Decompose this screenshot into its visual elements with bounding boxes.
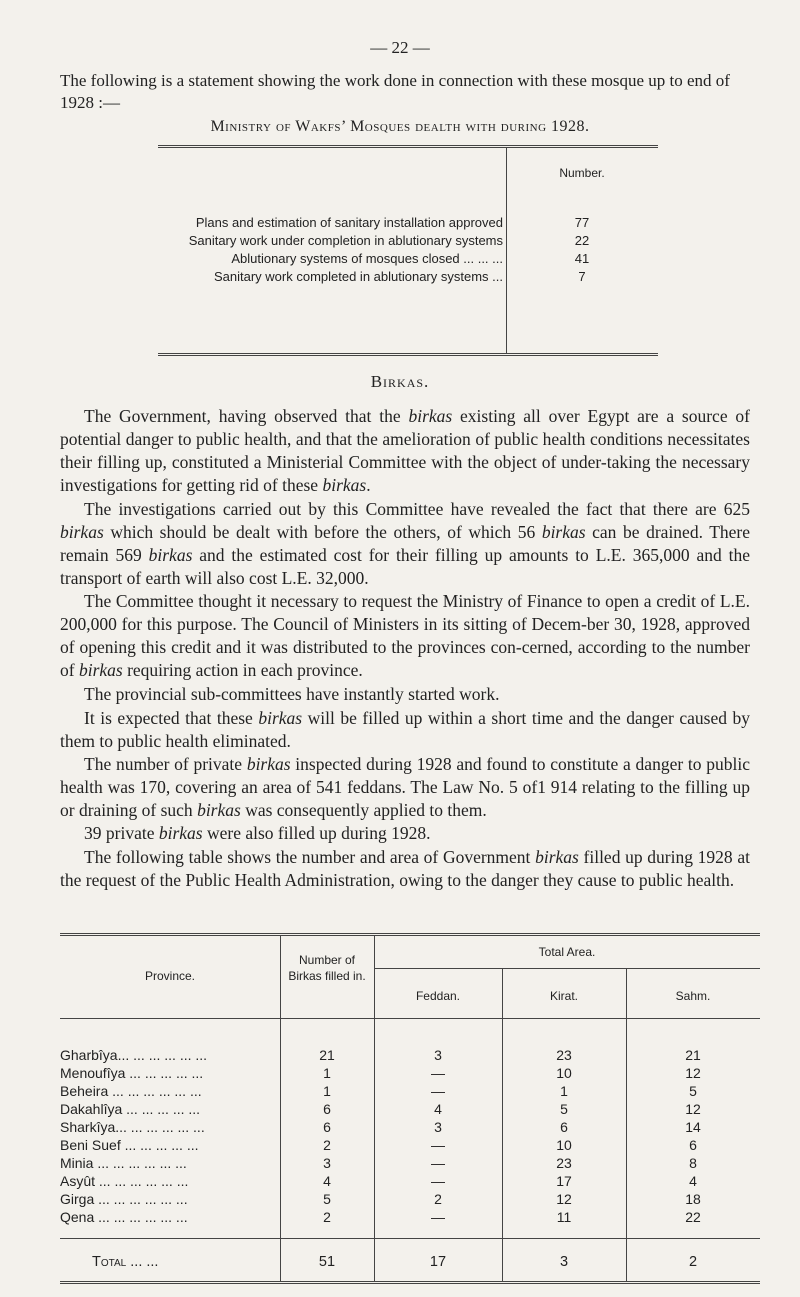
table-row xyxy=(60,1119,760,1139)
kirat-cell: 11 xyxy=(556,1209,572,1225)
kirat-cell: 6 xyxy=(560,1119,568,1135)
table-row xyxy=(60,1065,760,1085)
number-cell: 6 xyxy=(323,1101,331,1117)
row-value: 7 xyxy=(578,269,586,284)
row-value: 77 xyxy=(574,215,590,230)
mosques-table xyxy=(158,145,658,356)
number-cell: 1 xyxy=(323,1083,331,1099)
number-column-header: Number. xyxy=(559,166,605,180)
sahm-cell: 4 xyxy=(689,1173,697,1189)
province-cell: Beheira ... ... ... ... ... ... xyxy=(60,1083,202,1099)
sahm-cell: 12 xyxy=(685,1101,701,1117)
table-row xyxy=(60,1173,760,1193)
sahm-cell: 6 xyxy=(689,1137,697,1153)
province-cell: Asyût ... ... ... ... ... ... xyxy=(60,1173,189,1189)
paragraph: The investigations carried out by this Committee have revealed the fact that there are 625 birkas which should be dealt with before the others, of which 56 birkas can be drained. There remain 569 birkas and the estimated cost for their filling up amounts to L.E. 365,000 and the transport of earth will also cost L.E. 32,000. xyxy=(60,499,751,588)
kirat-cell: 5 xyxy=(560,1101,568,1117)
feddan-cell: 3 xyxy=(434,1119,442,1135)
province-cell: Beni Suef ... ... ... ... ... xyxy=(60,1137,199,1153)
kirat-header: Kirat. xyxy=(549,989,578,1003)
number-cell: 5 xyxy=(323,1191,331,1207)
sahm-cell: 14 xyxy=(685,1119,701,1135)
feddan-cell: 3 xyxy=(434,1047,442,1063)
number-cell: 6 xyxy=(323,1119,331,1135)
table-row xyxy=(60,1209,760,1229)
total-row xyxy=(60,1254,760,1274)
sahm-cell: 8 xyxy=(689,1155,697,1171)
province-cell: Gharbîya... ... ... ... ... ... xyxy=(60,1047,208,1063)
total-area-header: Total Area. xyxy=(538,945,596,959)
table-row xyxy=(60,1101,760,1121)
table-row xyxy=(60,1083,760,1103)
number-header: Number of Birkas filled in. xyxy=(288,953,366,983)
birkas-table xyxy=(60,933,760,1284)
row-label: Sanitary work completed in ablutionary systems ... xyxy=(213,269,503,284)
sahm-header: Sahm. xyxy=(675,989,711,1003)
table-row xyxy=(158,215,658,233)
row-label: Sanitary work under completion in ablutionary systems xyxy=(188,233,503,248)
sahm-cell: 18 xyxy=(685,1191,701,1207)
province-cell: Qena ... ... ... ... ... ... xyxy=(60,1209,188,1225)
kirat-cell: 10 xyxy=(556,1137,572,1153)
table-row xyxy=(60,1047,760,1067)
paragraph: The following table shows the number and area of Government birkas filled up during 1928 at the request of the Public Health Administration, owing to the danger they cause to public health. xyxy=(60,847,750,890)
paragraph: The Committee thought it necessary to request the Ministry of Finance to open a credit of L.E. 200,000 for this purpose. The Council of Ministers in its sitting of Decem-ber 30, 1928, approved of opening this credit and it was distributed to the provinces con-cerned, according to the number of birkas requiring action in each province. xyxy=(60,591,750,680)
feddan-cell: 17 xyxy=(429,1254,447,1270)
total-label: Total ... ... xyxy=(92,1254,159,1270)
number-cell: 2 xyxy=(323,1137,331,1153)
number-cell: 1 xyxy=(323,1065,331,1081)
paragraph: The Government, having observed that the birkas existing all over Egypt are a source of potential danger to public health, and that the amelioration of public health conditions necessitates their filling up, constituted a Ministerial Committee with the object of under-taking the necessary investigations for getting rid of these birkas. xyxy=(60,406,751,495)
sahm-cell: 2 xyxy=(688,1254,698,1270)
kirat-cell: 12 xyxy=(556,1191,572,1207)
paragraph: It is expected that these birkas will be filled up within a short time and the danger caused by them to public health eliminated. xyxy=(60,708,750,751)
table-row xyxy=(158,251,658,269)
header-divider xyxy=(60,1018,760,1019)
paragraph: The provincial sub-committees have instantly started work. xyxy=(84,684,500,704)
table-row xyxy=(158,233,658,251)
table-row xyxy=(158,269,658,287)
kirat-cell: 1 xyxy=(560,1083,568,1099)
row-value: 41 xyxy=(574,251,590,266)
kirat-cell: 3 xyxy=(559,1254,569,1270)
province-cell: Dakahlîya ... ... ... ... ... xyxy=(60,1101,201,1117)
row-label: Plans and estimation of sanitary installation approved xyxy=(195,215,503,230)
feddan-cell: — xyxy=(431,1065,445,1081)
feddan-cell: — xyxy=(431,1155,445,1171)
kirat-cell: 17 xyxy=(556,1173,572,1189)
province-cell: Minia ... ... ... ... ... ... xyxy=(60,1155,187,1171)
table-row xyxy=(60,1155,760,1175)
province-cell: Sharkîya... ... ... ... ... ... xyxy=(60,1119,205,1135)
number-cell: 3 xyxy=(323,1155,331,1171)
kirat-cell: 23 xyxy=(556,1155,572,1171)
row-label: Ablutionary systems of mosques closed ... ... ... xyxy=(231,251,503,266)
page-number: — 22 — xyxy=(370,38,430,57)
feddan-cell: — xyxy=(431,1083,445,1099)
feddan-cell: — xyxy=(431,1137,445,1153)
feddan-cell: 4 xyxy=(434,1101,442,1117)
kirat-cell: 23 xyxy=(556,1047,572,1063)
feddan-cell: — xyxy=(431,1209,445,1225)
header-divider xyxy=(374,968,760,969)
total-divider xyxy=(60,1238,760,1239)
row-value: 22 xyxy=(574,233,590,248)
feddan-cell: — xyxy=(431,1173,445,1189)
paragraph: The number of private birkas inspected during 1928 and found to constitute a danger to public health was 170, covering an area of 541 feddans. The Law No. 5 of1 914 relating to the filling up or draining of such birkas was consequently applied to them. xyxy=(60,754,751,820)
province-cell: Girga ... ... ... ... ... ... xyxy=(60,1191,188,1207)
feddan-cell: 2 xyxy=(434,1191,442,1207)
province-cell: Menoufîya ... ... ... ... ... xyxy=(60,1065,204,1081)
kirat-cell: 10 xyxy=(556,1065,572,1081)
intro-text: The following is a statement showing the work done in connection with these mosque up to end of 1928 :— xyxy=(60,71,730,112)
sahm-cell: 22 xyxy=(685,1209,701,1225)
table-row xyxy=(60,1191,760,1211)
mosques-table-title: Ministry of Wakfs’ Mosques dealth with during 1928. xyxy=(210,118,590,135)
birkas-heading: Birkas. xyxy=(370,372,430,391)
number-cell: 51 xyxy=(318,1254,336,1270)
province-header: Province. xyxy=(144,969,196,983)
number-cell: 2 xyxy=(323,1209,331,1225)
number-cell: 4 xyxy=(323,1173,331,1189)
sahm-cell: 12 xyxy=(685,1065,701,1081)
sahm-cell: 5 xyxy=(689,1083,697,1099)
number-cell: 21 xyxy=(319,1047,335,1063)
feddan-header: Feddan. xyxy=(415,989,461,1003)
sahm-cell: 21 xyxy=(685,1047,701,1063)
paragraph: 39 private birkas were also filled up during 1928. xyxy=(84,823,431,843)
table-row xyxy=(60,1137,760,1157)
